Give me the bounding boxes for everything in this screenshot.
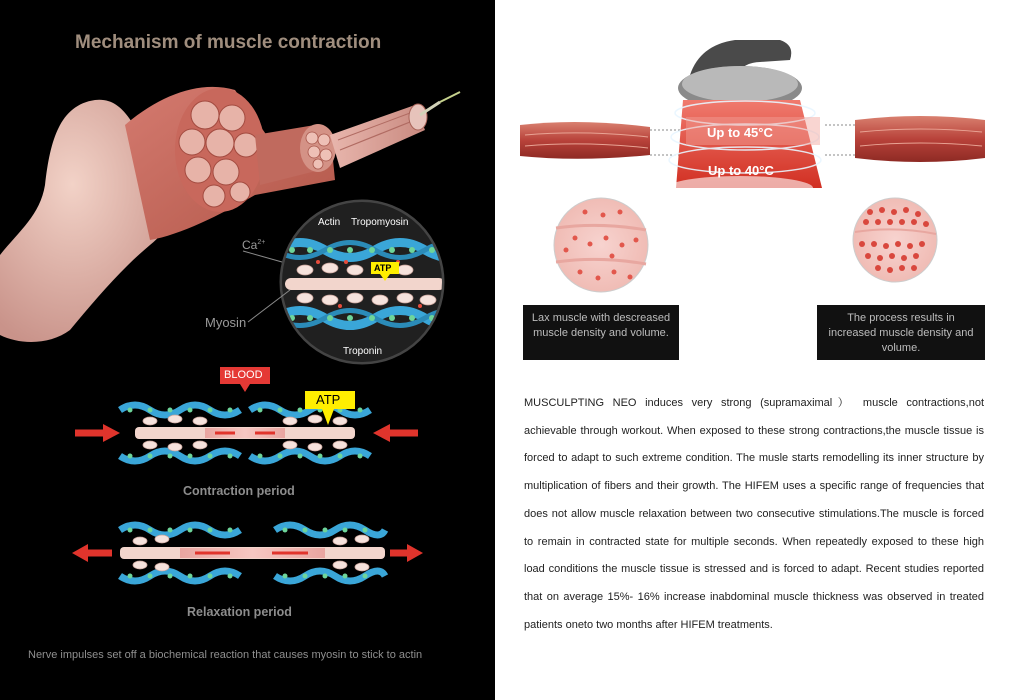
dense-tissue-circle <box>853 198 937 282</box>
temp-high-label: Up to 45°C <box>707 125 773 140</box>
calcium-label: $Ca^{2+}$ <box>242 238 266 252</box>
tropomyosin-label: Tropomyosin <box>351 217 409 228</box>
dense-muscle-box: The process results in increased muscle density and volume. <box>817 305 985 360</box>
toned-muscle-fiber <box>855 116 985 162</box>
blood-label: BLOOD <box>224 369 263 381</box>
relaxation-period-label: Relaxation period <box>187 605 292 619</box>
caption: Nerve impulses set off a biochemical reaction that causes myosin to stick to actin <box>28 649 423 661</box>
lax-muscle-fiber <box>520 122 650 159</box>
atp-small-label: ATP <box>374 263 392 273</box>
atp-label: ATP <box>316 392 341 407</box>
temp-low-label: Up to 40°C <box>708 163 774 178</box>
actin-label: Actin <box>318 217 341 228</box>
myosin-label: Myosin <box>205 315 247 330</box>
contraction-period-label: Contraction period <box>183 484 295 498</box>
troponin-label: Troponin <box>343 346 383 357</box>
description-paragraph: MUSCULPTING NEO induces very strong (supramaximal） muscle contractions,not achievable through workout. When exposed to these strong contractions,the muscle tissue is forced to adapt to such extreme condition. The musle starts remodelling its inner structure by multiplication of fibers and their growth. The HIFEM uses a specific range of frequencies that does not allow muscle relaxation between two consecutive stimulations.The muscle is forced to remain in contracted state for multiple seconds. When repeatedly exposed to these high load conditions the muscle tissue is stressed and is forced to adapt. Recent studies reported that on average 15%- 16% increase inabdominal muscle thickness was observed in treated patients oneto two months after HIFEM treatments. <box>524 397 984 631</box>
lax-muscle-box: Lax muscle with descreased muscle density and volume. <box>523 305 679 360</box>
page-title: Mechanism of muscle contraction <box>75 32 382 53</box>
lax-tissue-circle <box>554 198 648 292</box>
